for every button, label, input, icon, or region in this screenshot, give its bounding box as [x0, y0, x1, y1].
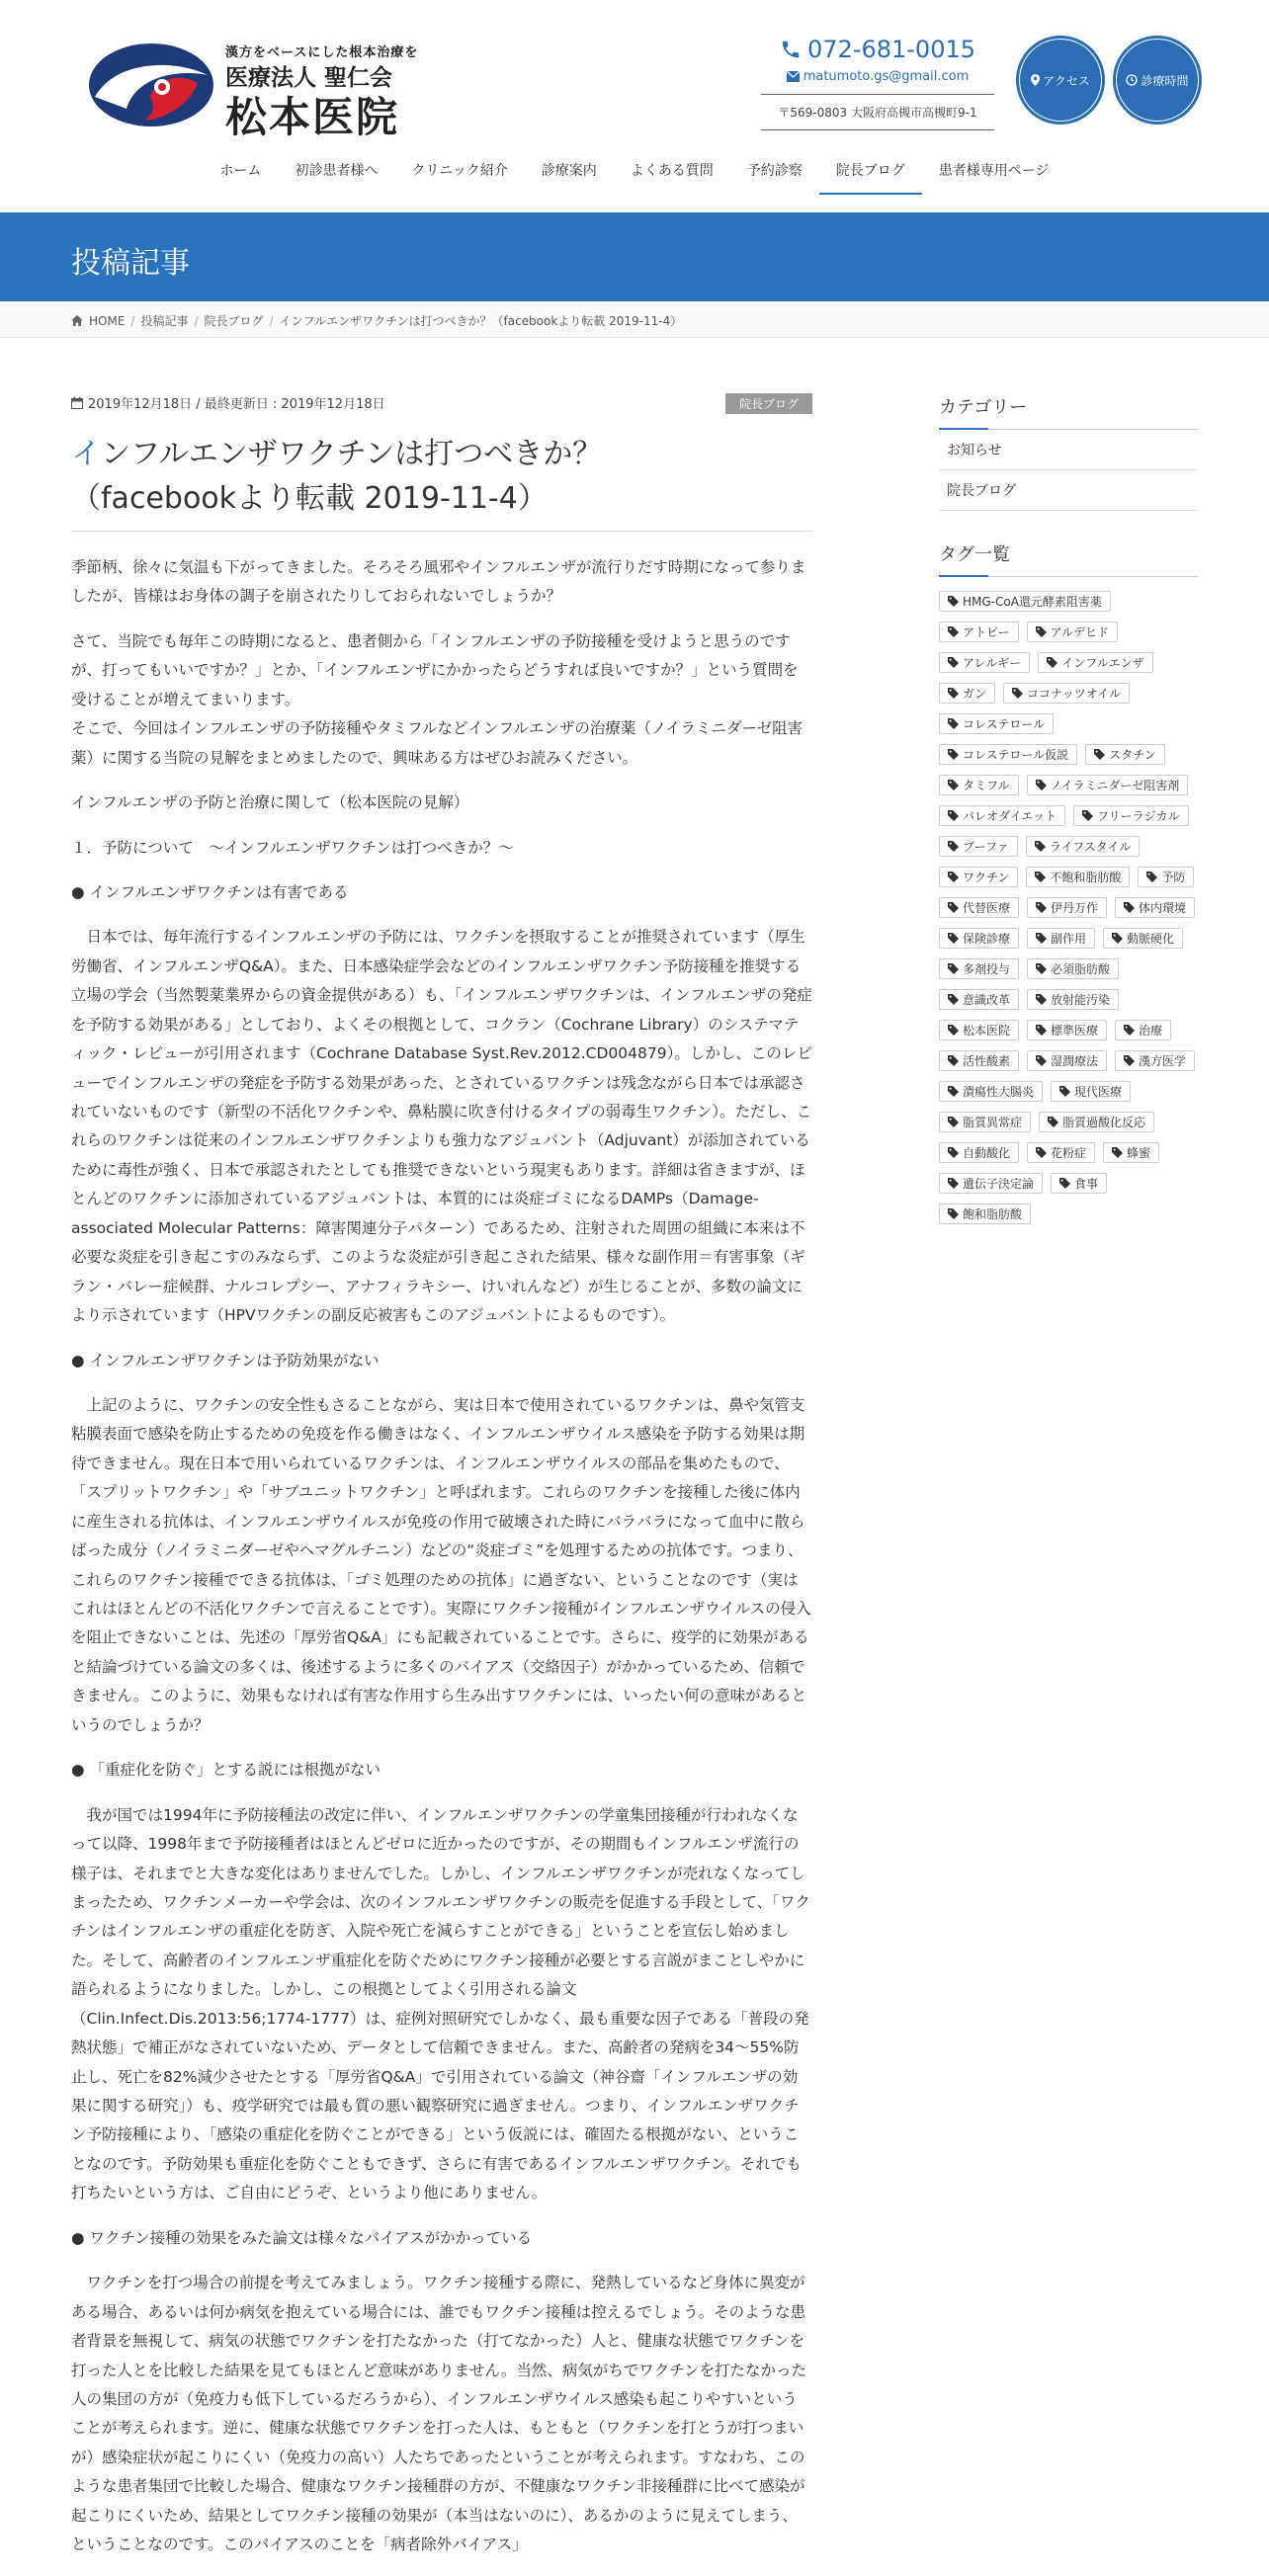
- tag-icon: [1036, 626, 1047, 637]
- tag-label: アルデヒド: [1050, 625, 1110, 639]
- nav-home[interactable]: ホーム: [219, 163, 262, 179]
- nav-director-blog[interactable]: 院長ブログ: [819, 148, 922, 195]
- sidebar: [939, 393, 1198, 1224]
- access-label: アクセス: [1043, 73, 1090, 88]
- phone-icon: [780, 39, 802, 60]
- tag-label: 自動酸化: [963, 1146, 1011, 1160]
- tag-item[interactable]: [939, 805, 1065, 826]
- tag-label: ココナッツオイル: [1027, 687, 1122, 701]
- tag-icon: [948, 841, 959, 852]
- logo-tagline: 漢方をベースにした根本治療を: [225, 45, 419, 60]
- tag-label: アレルギー: [963, 656, 1022, 670]
- tag-item[interactable]: [1103, 1142, 1159, 1163]
- envelope-icon: [787, 71, 800, 82]
- category-badge[interactable]: 院長ブログ: [725, 393, 812, 414]
- tag-item[interactable]: [939, 897, 1019, 918]
- tag-label: 花粉症: [1051, 1146, 1087, 1160]
- tag-label: 遺伝子決定論: [963, 1177, 1035, 1191]
- tag-item[interactable]: [1115, 1020, 1171, 1040]
- tag-icon: [948, 810, 959, 821]
- tag-icon: [1036, 963, 1047, 974]
- tag-icon: [1082, 810, 1093, 821]
- tag-label: 予防: [1161, 871, 1186, 884]
- tag-label: ライフスタイル: [1049, 840, 1132, 854]
- tag-item[interactable]: [1026, 867, 1130, 887]
- tag-item[interactable]: [1138, 867, 1194, 887]
- tag-icon: [948, 1117, 959, 1127]
- logo-clinic-name: 松本医院: [225, 93, 400, 141]
- home-icon: [71, 315, 83, 326]
- tag-label: 飽和脂肪酸: [963, 1207, 1023, 1221]
- tag-item[interactable]: [939, 1050, 1019, 1071]
- tag-item[interactable]: [1027, 622, 1119, 642]
- tag-label: 多剤投与: [963, 962, 1011, 976]
- email-link[interactable]: [761, 69, 994, 84]
- tag-item[interactable]: [1027, 958, 1119, 979]
- tag-item[interactable]: [1027, 989, 1119, 1010]
- category-item-blog[interactable]: 院長ブログ: [939, 470, 1198, 511]
- contact-block: [761, 36, 994, 130]
- tag-item[interactable]: [1027, 897, 1107, 918]
- tag-item[interactable]: [1103, 928, 1183, 949]
- post-meta: [71, 393, 812, 412]
- breadcrumb-separator: /: [194, 313, 199, 328]
- tag-item[interactable]: [1026, 836, 1141, 857]
- nav-clinic-intro[interactable]: クリニック紹介: [411, 163, 508, 179]
- tag-item[interactable]: [1027, 928, 1095, 949]
- paragraph: ワクチンを打つ場合の前提を考えてみましょう。ワクチン接種する際に、発熱しているなど身体に異変がある場合、あるいは何か病気を抱えている場合には、誰でもワクチン接種は控えるでしょう。そのような患者背景を無視して、病気の状態でワクチンを打たなかった（打てなかった）人と、健康な状態でワクチンを打った人とを比較した結果を見てもほとんど意味がありません。当然、病気がちでワクチンを打たなかった人の集団の方が（免疫力も低下しているだろうから）、インフルエンザウイルス感染も起こりやすいということが考えられます。逆に、健康な状態でワクチンを打った人は、もともと（ワクチンを打とうが打つまいが）感染症状が起こりにくい（免疫力の高い）人たちであったということが考えられます。すなわち、このような患者集団で比較した場合、健康なワクチン接種群の方が、不健康なワクチン非接種群に比べて感染が起こりにくいため、結果としてワクチン接種の効果が（本当はないのに）、あるかのように見えてしまう、ということなのです。このバイアスのことを「病者除外バイアス」: [71, 2274, 807, 2554]
- tag-icon: [1124, 902, 1135, 913]
- logo-corporation: 医療法人 聖仁会: [225, 65, 393, 91]
- tag-item[interactable]: [939, 683, 995, 704]
- tag-icon: [948, 963, 959, 974]
- post-content: [71, 553, 812, 2560]
- tag-item[interactable]: [1038, 652, 1153, 673]
- paragraph: 我が国では1994年に予防接種法の改定に伴い、インフルエンザワクチンの学童集団接種が行われなくなって以降、1998年まで予防接種者はほとんどゼロに近かったのですが、その期間もインフルエンザ流行の様子は、それまでと大きな変化はありませんでした。しかし、インフルエンザワクチンが売れなくなってしまったため、ワクチンメーカーや学会は、次のインフルエンザワクチンの販売を促進する手段として、「ワクチンはインフルエンザの重症化を防ぎ、入院や死亡を減らすことができる」ということを宣伝し始めました。そして、高齢者のインフルエンザ重症化を防ぐためにワクチン接種が必要とする言説がまことしやかに語られるようになりました。しかし、この根拠としてよく引用される論文（Clin.Infect.Dis.2013:56;1774-1777）は、症例対照研究でしかなく、最も重要な因子である「普段の発熱状態」で補正がなされていないため、データとして信頼できません。また、高齢者の発病を34〜55%防止し、死亡を82%減少させたとする「厚労省Q&A」で引用されている論文（神谷齋「インフルエンザの効果に関する研究」）も、疫学研究では最も質の悪い観察研究に過ぎません。つまり、インフルエンザワクチン予防接種により、「感染の重症化を防ぐことができる」という仮説には、確固たる根拠がない、ということなのです。予防効果も重症化を防ぐこともできず、さらに有害であるインフルエンザワクチン。それでも打ちたいという方は、ご自由にどうぞ、というより他にありません。: [71, 1805, 810, 2202]
- tag-label: アトピー: [963, 625, 1010, 639]
- tag-label: 動脈硬化: [1127, 932, 1175, 946]
- tag-item[interactable]: [1115, 897, 1195, 918]
- sub-heading: ● インフルエンザワクチンは予防効果がない: [71, 1351, 380, 1370]
- tag-icon: [1146, 872, 1157, 882]
- tag-item[interactable]: [939, 744, 1077, 765]
- tag-item[interactable]: [939, 1081, 1043, 1102]
- paragraph: 日本では、毎年流行するインフルエンザの予防には、ワクチンを摂取することが推奨されています（厚生労働省、インフルエンザQ&A）。また、日本感染症学会などのインフルエンザワクチン予防接種を推奨する立場の学会（当然製薬業界からの資金提供がある）も、「インフルエンザワクチンは、インフルエンザの発症を予防する効果がある」としており、よくその根拠として、コクラン（Cochrane Library）のシステマティック・レビューが引用されます（Cochrane Database Syst.Rev.2012.CD004879）。しかし、このレビューでインフルエンザの発症を予防する効果があった、とされているワクチンは残念ながら日本では承認されていないものです（新型の不活化ワクチンや、鼻粘膜に吹き付けるタイプの弱毒生ワクチン）。ただし、これらのワクチンは従来のインフルエンザワクチンよりも強力なアジュバント（Adjuvant）が添加されているために毒性が強く、日本で承認されたとしても推奨できないという現実もあります。詳細は省きますが、ほとんどのワクチンに添加されているアジュバントは、本質的には炎症ゴミになるDAMPs（Damage-associated Molecular Patterns：障害関連分子パターン）であるため、注射された周囲の組織に本来は不必要な炎症を引き起こすのみならず、このような炎症が引き起こされた結果、様々な副作用＝有害事象（ギラン・バレー症候群、ナルコレプシー、アナフィラキシー、けいれんなど）が生じることが、多数の論文により示されています（HPVワクチンの副反応被害もこのアジュバントによるものです）。: [71, 928, 812, 1325]
- breadcrumb-separator: /: [130, 313, 135, 328]
- hours-label: 診療時間: [1141, 73, 1189, 88]
- nav-faq[interactable]: よくある質問: [630, 163, 714, 179]
- title-line2: （facebookより転載 2019-11-4）: [71, 481, 548, 516]
- tag-icon: [1036, 780, 1047, 790]
- tag-item[interactable]: [1051, 1173, 1107, 1194]
- tag-item[interactable]: [1027, 775, 1189, 795]
- tag-label: コレステロール: [963, 717, 1046, 731]
- tag-item[interactable]: [939, 928, 1019, 949]
- tag-label: ワクチン: [963, 871, 1010, 884]
- sub-heading: ● ワクチン接種の効果をみた論文は様々なバイアスがかかっている: [71, 2228, 533, 2247]
- tag-item[interactable]: [1027, 1050, 1107, 1071]
- tag-label: 伊丹万作: [1051, 901, 1099, 915]
- tag-label: パレオダイエット: [963, 809, 1058, 823]
- tags-heading: タグ一覧: [939, 540, 1198, 577]
- tag-item[interactable]: [1039, 1112, 1154, 1132]
- logo-emblem-icon: [87, 40, 215, 130]
- tag-item[interactable]: [939, 1173, 1043, 1194]
- breadcrumb-posts[interactable]: 投稿記事: [140, 314, 189, 328]
- tag-item[interactable]: [1051, 1081, 1131, 1102]
- tag-label: 代替医療: [963, 901, 1011, 915]
- tag-icon: [948, 1086, 959, 1097]
- breadcrumb-blog[interactable]: 院長ブログ: [204, 314, 264, 328]
- paragraph: 季節柄、徐々に気温も下がってきました。そろそろ風邪やインフルエンザが流行りだす時期になって参りましたが、皆様はお身体の調子を崩されたりしておられないでしょうか？: [71, 558, 806, 606]
- paragraph: さて、当院でも毎年この時期になると、患者側から「インフルエンザの予防接種を受けようと思うのですが、打ってもいいですか？」とか、「インフルエンザにかかったらどうすれば良いですか？」という質問を受けることが増えてまいります。 そこで、今回はインフルエンザの予防接種やタミフルなどインフルエンザの治療薬（ノイラミニダーゼ阻害薬）に関する当院の見解をまとめましたので、興味ある方はぜひお読みください。: [71, 631, 804, 767]
- title-text: ンフルエンザワクチンは打つべきか？: [101, 437, 603, 471]
- tag-label: ノイラミニダーゼ阻害剤: [1050, 779, 1180, 792]
- paragraph: インフルエンザの予防と治療に関して（松本医院の見解）: [71, 793, 469, 812]
- post-title: [71, 432, 812, 532]
- nav-patient-page[interactable]: 患者様専用ページ: [938, 163, 1050, 179]
- tag-icon: [948, 872, 959, 882]
- calendar-icon: [71, 397, 83, 409]
- section-heading: １．予防について 〜インフルエンザワクチンは打つべきか？〜: [71, 838, 514, 857]
- map-pin-icon: [1031, 74, 1040, 86]
- phone-number: 072-681-0015: [806, 36, 975, 63]
- tag-icon: [1047, 657, 1058, 668]
- tag-icon: [1124, 1025, 1135, 1036]
- site-logo[interactable]: [87, 36, 419, 141]
- tag-icon: [948, 596, 959, 607]
- tag-label: フリーラジカル: [1097, 809, 1180, 823]
- tag-label: 放射能汚染: [1051, 993, 1111, 1007]
- tag-icon: [1035, 872, 1046, 882]
- tag-label: 現代医療: [1074, 1085, 1123, 1099]
- breadcrumb-current: インフルエンザワクチンは打つべきか？（facebookより転載 2019-11-4）: [279, 314, 683, 328]
- tag-icon: [1112, 933, 1123, 944]
- tag-item[interactable]: [939, 652, 1030, 673]
- tag-label: HMG-CoA還元酵素阻害薬: [963, 595, 1102, 609]
- tag-label: 標準医療: [1051, 1024, 1099, 1038]
- tag-icon: [948, 1147, 959, 1158]
- tag-icon: [948, 1055, 959, 1066]
- tag-item[interactable]: [939, 775, 1019, 795]
- main-nav: [0, 148, 1269, 195]
- tag-item[interactable]: [1003, 683, 1130, 704]
- breadcrumb-home[interactable]: HOME: [89, 313, 126, 328]
- tag-label: ブーファ: [963, 840, 1009, 854]
- tag-item[interactable]: [939, 836, 1018, 857]
- phone-link[interactable]: [761, 36, 994, 63]
- tag-label: 副作用: [1051, 932, 1087, 946]
- sub-heading: ● インフルエンザワクチンは有害である: [71, 882, 349, 901]
- tag-icon: [1036, 902, 1047, 913]
- tag-label: 脂質過酸化反応: [1062, 1116, 1146, 1129]
- tag-icon: [1048, 1117, 1058, 1127]
- post-date: 2019年12月18日 / 最終更新日 : 2019年12月18日: [88, 397, 385, 412]
- tag-item[interactable]: [939, 989, 1019, 1010]
- tag-item[interactable]: [939, 713, 1054, 734]
- tag-item[interactable]: [939, 1142, 1019, 1163]
- clock-icon: [1126, 74, 1138, 86]
- tag-item[interactable]: [1115, 1050, 1195, 1071]
- tag-icon: [1059, 1086, 1070, 1097]
- tag-label: 食事: [1074, 1177, 1099, 1191]
- tag-icon: [1094, 749, 1105, 760]
- tag-label: 蜂蜜: [1127, 1146, 1151, 1160]
- category-list: [939, 430, 1198, 511]
- tag-icon: [948, 626, 959, 637]
- tag-icon: [948, 780, 959, 790]
- site-header: [0, 0, 1269, 212]
- tag-label: 保険診療: [963, 932, 1011, 946]
- email-address: matumoto.gs@gmail.com: [803, 69, 970, 84]
- tag-icon: [948, 749, 959, 760]
- tag-cloud: [939, 591, 1198, 1224]
- tag-label: 必須脂肪酸: [1051, 962, 1111, 976]
- tag-icon: [1036, 994, 1047, 1005]
- tag-icon: [1036, 1147, 1047, 1158]
- tag-icon: [1124, 1055, 1135, 1066]
- nav-reservation[interactable]: 予約診察: [746, 163, 803, 179]
- tag-label: 意識改革: [963, 993, 1011, 1007]
- tag-item[interactable]: [939, 591, 1111, 612]
- tag-item[interactable]: [939, 622, 1019, 642]
- hours-button[interactable]: [1113, 36, 1202, 125]
- tag-item[interactable]: [939, 958, 1019, 979]
- tag-item[interactable]: [939, 1204, 1031, 1224]
- access-button[interactable]: [1016, 36, 1105, 125]
- tag-label: ガン: [963, 687, 987, 701]
- tag-label: 活性酸素: [963, 1054, 1011, 1068]
- tag-item[interactable]: [939, 867, 1018, 887]
- tag-icon: [948, 1025, 959, 1036]
- category-heading: カテゴリー: [939, 393, 1198, 430]
- tag-label: 脂質異常症: [963, 1116, 1023, 1129]
- category-item-news[interactable]: お知らせ: [939, 430, 1198, 470]
- tag-label: 湿潤療法: [1051, 1054, 1099, 1068]
- tag-icon: [1036, 1025, 1047, 1036]
- tag-item[interactable]: [1027, 1020, 1107, 1040]
- tag-item[interactable]: [939, 1020, 1019, 1040]
- tag-icon: [1036, 1055, 1047, 1066]
- breadcrumb: [0, 301, 1269, 338]
- address: 〒569-0803 大阪府高槻市高槻町9-1: [761, 94, 994, 130]
- breadcrumb-separator: /: [269, 313, 274, 328]
- nav-first-visit[interactable]: 初診患者様へ: [295, 163, 379, 179]
- tag-icon: [948, 933, 959, 944]
- tag-icon: [948, 1208, 959, 1219]
- page-title: 投稿記事: [71, 246, 190, 281]
- tag-item[interactable]: [939, 1112, 1031, 1132]
- tag-icon: [948, 902, 959, 913]
- tag-icon: [948, 994, 959, 1005]
- tag-label: 潰瘍性大腸炎: [963, 1085, 1035, 1099]
- tag-icon: [948, 688, 959, 699]
- tag-icon: [1036, 933, 1047, 944]
- tag-icon: [1112, 1147, 1123, 1158]
- tag-label: インフルエンザ: [1061, 656, 1144, 670]
- tag-item[interactable]: [1027, 1142, 1095, 1163]
- tag-label: 体内環境: [1139, 901, 1187, 915]
- tag-icon: [1059, 1178, 1070, 1189]
- tag-icon: [1035, 841, 1046, 852]
- paragraph: 上記のように、ワクチンの安全性もさることながら、実は日本で使用されているワクチンは、鼻や気管支粘膜表面で感染を防止するための免疫を作る働きはなく、インフルエンザウイルス感染を予防する効果は期待できません。現在日本で用いられているワクチンは、インフルエンザウイルスの部品を集めたもので、「スプリットワクチン」や「サブユニットワクチン」と呼ばれます。これらのワクチンを接種した後に体内に産生される抗体は、インフルエンザウイルスが免疫の作用で破壊された時にバラバラになって血中に散らばった成分（ノイラミニダーゼやヘマグルチニン）などの“炎症ゴミ”を処理するための抗体です。つまり、これらのワクチン接種でできる抗体は、「ゴミ処理のための抗体」に過ぎない、ということなのです（実はこれはほとんどの不活化ワクチンで言えることです）。実際にワクチン接種がインフルエンザウイルスの侵入を阻止できないことは、先述の「厚労省Q&A」にも記載されていることです。さらに、疫学的に効果があると結論づけている論文の多くは、後述するように多くのバイアス（交絡因子）がかかっているため、信頼できません。このように、効果もなければ有害な作用すら生み出すワクチンには、いったい何の意味があるというのでしょうか？: [71, 1395, 811, 1734]
- tag-label: タミフル: [963, 779, 1010, 792]
- tag-label: コレステロール仮説: [963, 748, 1069, 762]
- tag-label: 松本医院: [963, 1024, 1011, 1038]
- nav-medical-guide[interactable]: 診療案内: [541, 163, 597, 179]
- article: [71, 393, 812, 2576]
- sub-heading: ● 「重症化を防ぐ」とする説には根拠がない: [71, 1761, 381, 1780]
- title-first-char: イ: [71, 437, 101, 471]
- tag-icon: [948, 657, 959, 668]
- tag-label: 漢方医学: [1139, 1054, 1187, 1068]
- tag-label: 治療: [1139, 1024, 1163, 1038]
- tag-icon: [1012, 688, 1023, 699]
- tag-item[interactable]: [1073, 805, 1189, 826]
- tag-icon: [948, 718, 959, 729]
- page-title-band: [0, 212, 1269, 302]
- tag-icon: [948, 1178, 959, 1189]
- tag-label: 不飽和脂肪酸: [1050, 871, 1122, 884]
- tag-label: スタチン: [1109, 748, 1156, 762]
- tag-item[interactable]: [1085, 744, 1164, 765]
